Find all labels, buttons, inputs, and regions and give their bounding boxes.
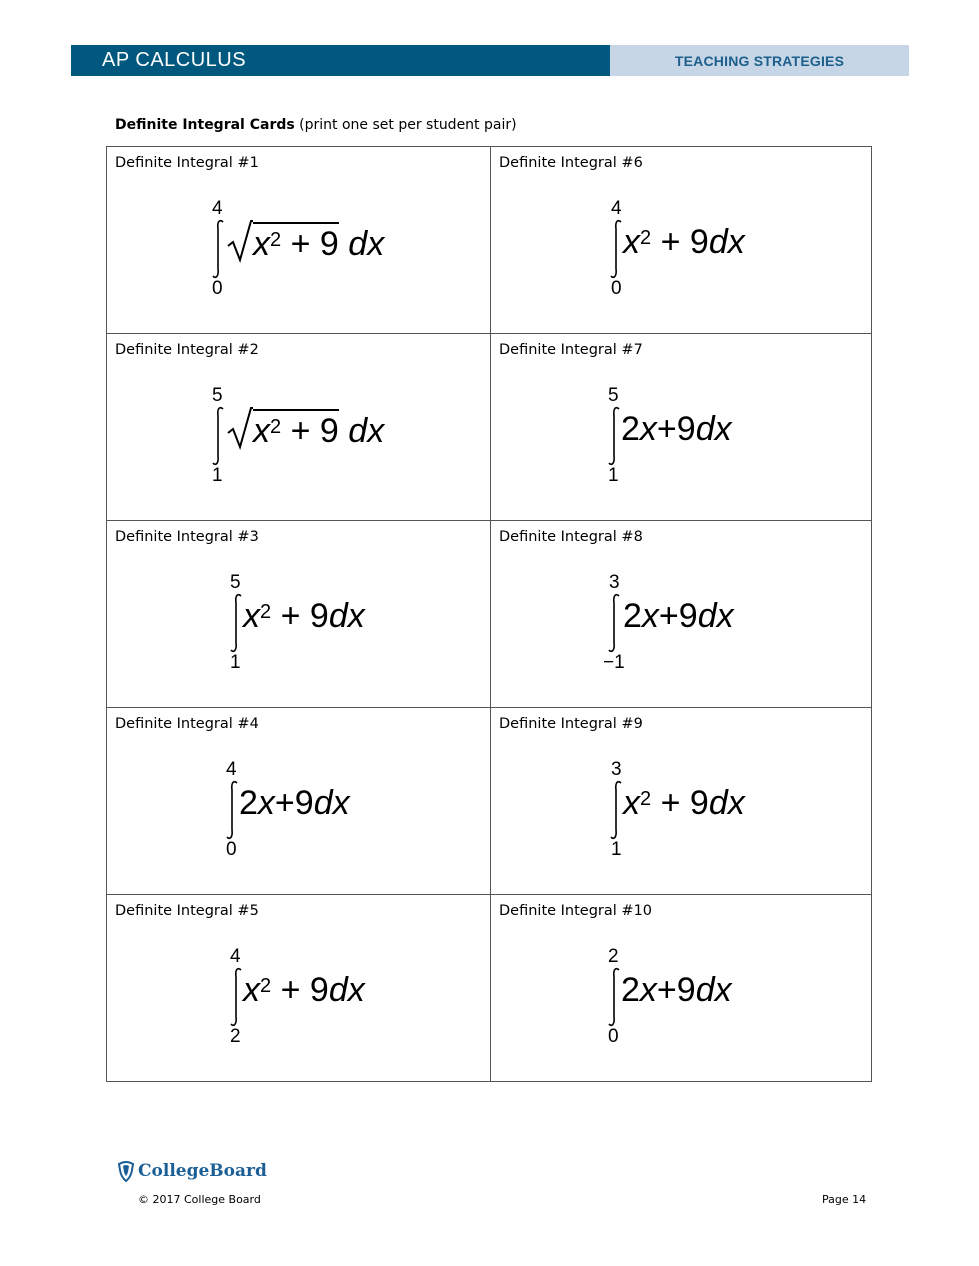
acorn-shield-icon [117, 1160, 135, 1182]
card-8 [491, 521, 872, 708]
integral-sign-icon [607, 406, 621, 466]
intro-text [115, 117, 517, 133]
integral-sign-icon [607, 593, 621, 653]
card-label: Definite Integral #9 [499, 716, 643, 732]
card-label: Definite Integral #10 [499, 903, 653, 919]
lower-limit: 1 [608, 465, 619, 486]
radical-icon [227, 220, 253, 264]
lower-limit: 1 [230, 652, 241, 673]
integral-sign-icon [225, 780, 239, 840]
intro-rest: (print one set per student pair) [294, 117, 517, 133]
card-2 [107, 334, 491, 521]
card-1 [107, 147, 491, 334]
upper-limit: 3 [609, 572, 620, 593]
card-label: Definite Integral #1 [115, 155, 259, 171]
upper-limit: 5 [230, 572, 241, 593]
integrand: $x^2 + 9$ dx [227, 222, 384, 264]
integrand: $x^2 + 9dx$ [623, 223, 745, 261]
lower-limit: 0 [611, 278, 622, 299]
lower-limit: −1 [603, 652, 625, 673]
integrand: $x^2 + 9dx$ [243, 597, 365, 635]
logo-text: CollegeBoard [138, 1161, 267, 1181]
header-title: AP CALCULUS [71, 45, 610, 76]
upper-limit: 2 [608, 946, 619, 967]
integral-cards-table [106, 146, 872, 1082]
lower-limit: 1 [611, 839, 622, 860]
upper-limit: 4 [611, 198, 622, 219]
upper-limit: 4 [212, 198, 223, 219]
integral-sign-icon [211, 406, 225, 466]
integrand: $x^2 + 9dx$ [243, 971, 365, 1009]
lower-limit: 0 [212, 278, 223, 299]
card-9 [491, 708, 872, 895]
card-label: Definite Integral #7 [499, 342, 643, 358]
intro-bold: Definite Integral Cards [115, 117, 295, 133]
integral-sign-icon [229, 967, 243, 1027]
card-10 [491, 895, 872, 1082]
card-label: Definite Integral #6 [499, 155, 643, 171]
card-label: Definite Integral #4 [115, 716, 259, 732]
header-section: TEACHING STRATEGIES [610, 45, 909, 76]
integrand: 2x+9dx [239, 784, 350, 822]
card-label: Definite Integral #3 [115, 529, 259, 545]
card-3 [107, 521, 491, 708]
lower-limit: 0 [226, 839, 237, 860]
integral-sign-icon [609, 219, 623, 279]
integrand: 2x+9dx [621, 410, 732, 448]
integral-sign-icon [609, 780, 623, 840]
upper-limit: 4 [226, 759, 237, 780]
integral-sign-icon [229, 593, 243, 653]
copyright: © 2017 College Board [138, 1193, 261, 1206]
card-label: Definite Integral #2 [115, 342, 259, 358]
lower-limit: 2 [230, 1026, 241, 1047]
upper-limit: 5 [608, 385, 619, 406]
integrand: 2x+9dx [621, 971, 732, 1009]
integral-sign-icon [607, 967, 621, 1027]
square-root: $x^2 + 9$ [227, 222, 339, 264]
card-label: Definite Integral #5 [115, 903, 259, 919]
card-5 [107, 895, 491, 1082]
upper-limit: 5 [212, 385, 223, 406]
upper-limit: 3 [611, 759, 622, 780]
page-number: Page 14 [822, 1193, 867, 1206]
card-label: Definite Integral #8 [499, 529, 643, 545]
card-6 [491, 147, 872, 334]
integrand: $x^2 + 9$ dx [227, 409, 384, 451]
upper-limit: 4 [230, 946, 241, 967]
integrand: 2x+9dx [623, 597, 734, 635]
radical-icon [227, 407, 253, 451]
lower-limit: 0 [608, 1026, 619, 1047]
page-header [71, 45, 909, 76]
collegeboard-logo [117, 1160, 267, 1182]
card-7 [491, 334, 872, 521]
integral-sign-icon [211, 219, 225, 279]
square-root: $x^2 + 9$ [227, 409, 339, 451]
lower-limit: 1 [212, 465, 223, 486]
card-4 [107, 708, 491, 895]
integrand: $x^2 + 9dx$ [623, 784, 745, 822]
